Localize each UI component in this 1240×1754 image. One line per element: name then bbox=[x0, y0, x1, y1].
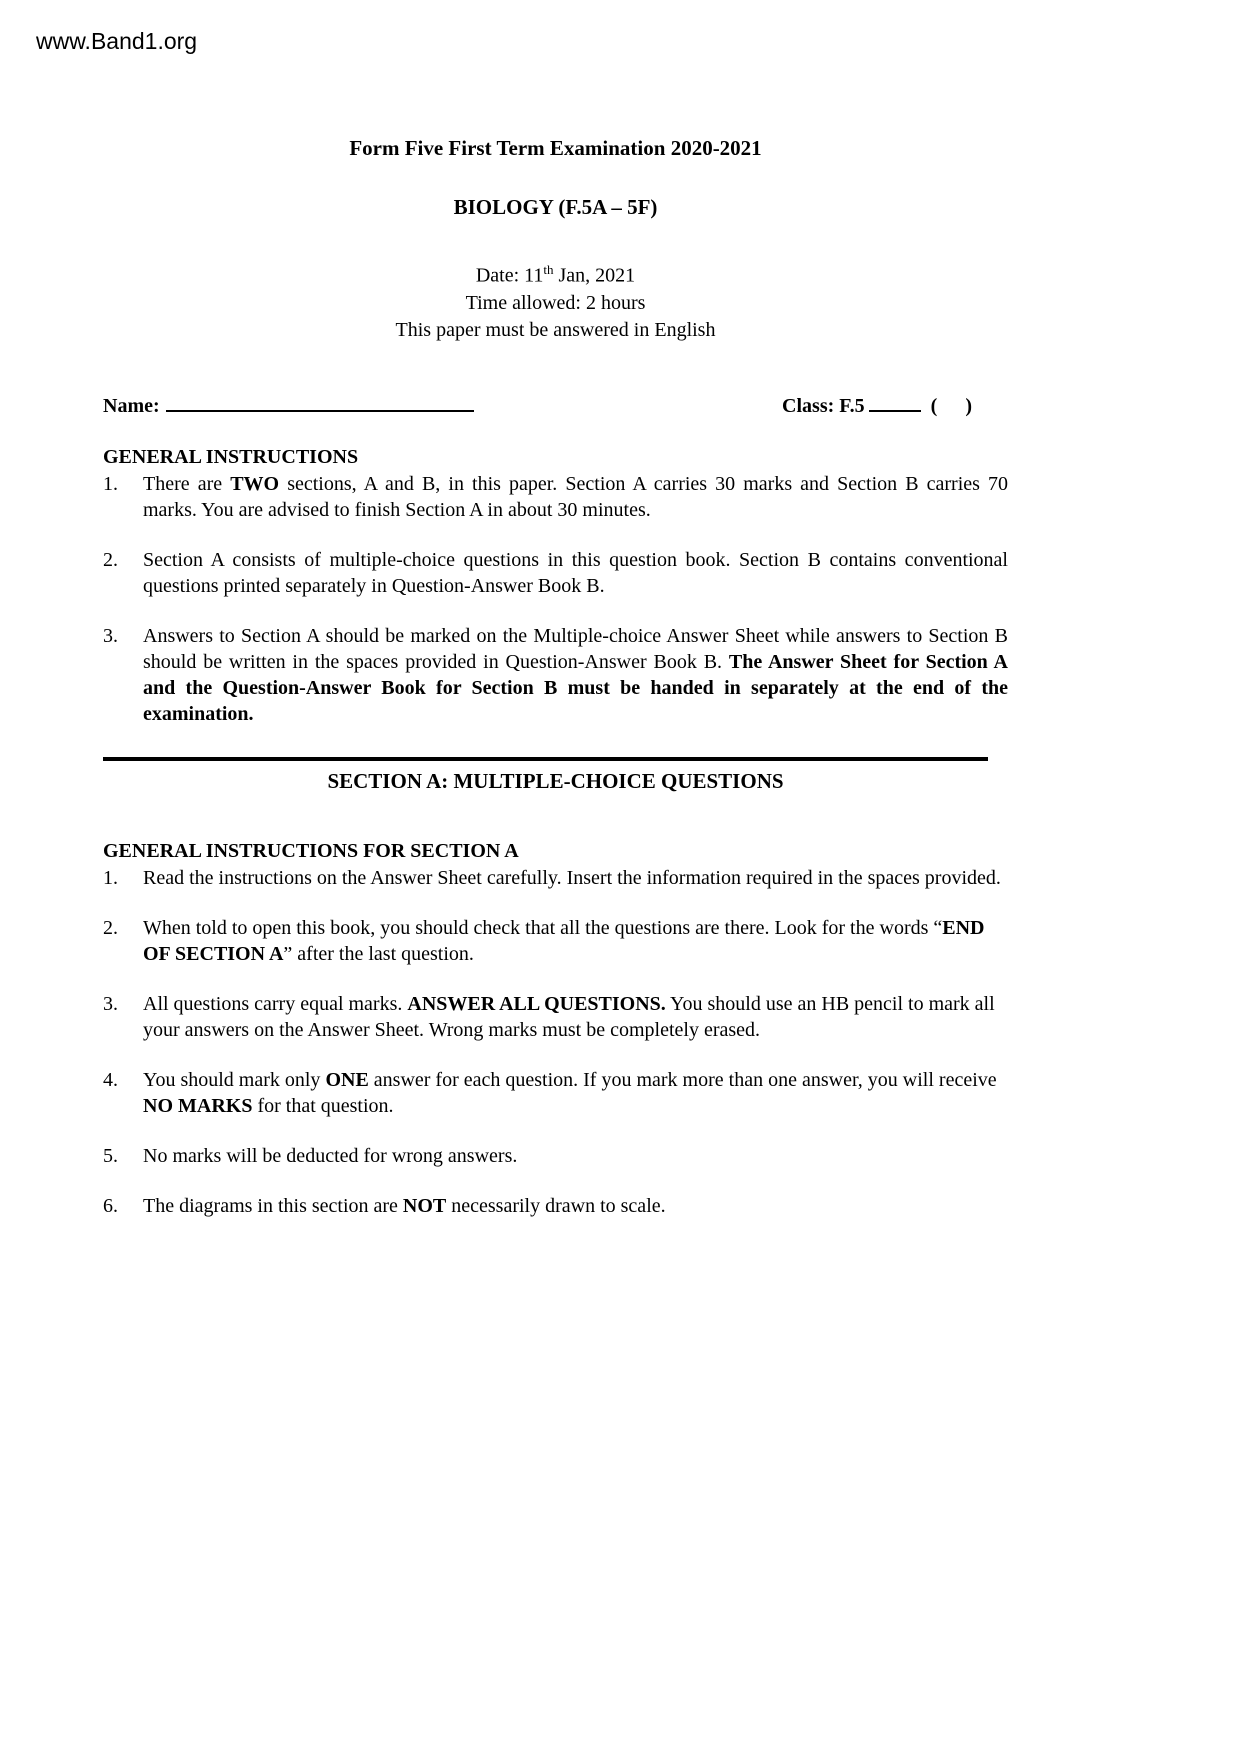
subject-title: BIOLOGY (F.5A – 5F) bbox=[453, 195, 658, 219]
page-content bbox=[103, 136, 1008, 1219]
item-number: 4. bbox=[103, 1068, 118, 1091]
section-a-instruction-item-4 bbox=[103, 1067, 1008, 1119]
item-number: 2. bbox=[103, 548, 118, 571]
site-watermark: www.Band1.org bbox=[36, 28, 198, 54]
item-text: Answers to Section A should be marked on the Multiple-choice Answer Sheet while answers to Section B should be written in the spaces provided in Question-Answer Book B. The Answer Sheet for Section A and the Question-Answer Book for Section B must be handed in separately at the end of the examination. bbox=[143, 624, 1008, 725]
section-a-instruction-item-6 bbox=[103, 1193, 1008, 1219]
section-a-heading: SECTION A: MULTIPLE-CHOICE QUESTIONS bbox=[327, 768, 784, 793]
name-field bbox=[103, 392, 474, 418]
name-input-line[interactable] bbox=[166, 392, 474, 412]
section-a-instructions-list bbox=[103, 865, 1008, 1219]
item-text: When told to open this book, you should check that all the questions are there. Look for the words “END OF SECTION A” after the last question. bbox=[143, 916, 985, 965]
section-divider bbox=[103, 757, 988, 761]
language-note: This paper must be answered in English bbox=[395, 318, 716, 341]
item-number: 6. bbox=[103, 1194, 118, 1217]
item-number: 1. bbox=[103, 866, 118, 889]
item-text: There are TWO sections, A and B, in this paper. Section A carries 30 marks and Section B carries 70 marks. You are advised to finish Section A in about 30 minutes. bbox=[143, 472, 1008, 521]
class-paren-close: ) bbox=[965, 394, 972, 417]
exam-title: Form Five First Term Examination 2020-2021 bbox=[349, 136, 762, 160]
section-a-instruction-item-5 bbox=[103, 1143, 1008, 1169]
name-class-row bbox=[103, 392, 1008, 418]
general-instructions-heading: GENERAL INSTRUCTIONS bbox=[103, 445, 359, 468]
item-text: All questions carry equal marks. ANSWER ALL QUESTIONS. You should use an HB pencil to mark all your answers on the Answer Sheet. Wrong marks must be completely erased. bbox=[143, 992, 995, 1041]
general-instruction-item-2 bbox=[103, 547, 1008, 599]
item-text: No marks will be deducted for wrong answers. bbox=[143, 1144, 518, 1167]
general-instruction-item-3 bbox=[103, 623, 1008, 727]
class-paren-open: ( bbox=[930, 394, 938, 417]
section-a-instruction-item-2 bbox=[103, 915, 1008, 967]
class-field bbox=[782, 392, 972, 418]
item-number: 1. bbox=[103, 472, 118, 495]
section-a-instruction-item-3 bbox=[103, 991, 1008, 1043]
item-text: Read the instructions on the Answer Sheet carefully. Insert the information required in the spaces provided. bbox=[143, 866, 1001, 889]
item-text: Section A consists of multiple-choice questions in this question book. Section B contains conventional questions printed separately in Question-Answer Book B. bbox=[143, 548, 1008, 597]
item-number: 5. bbox=[103, 1144, 118, 1167]
name-label: Name: bbox=[103, 394, 160, 417]
time-allowed: Time allowed: 2 hours bbox=[465, 291, 646, 314]
section-a-instruction-item-1 bbox=[103, 865, 1008, 891]
section-a-instructions-heading: GENERAL INSTRUCTIONS FOR SECTION A bbox=[103, 839, 519, 862]
item-text: You should mark only ONE answer for each question. If you mark more than one answer, you will receive NO MARKS for that question. bbox=[143, 1068, 997, 1117]
general-instructions-list bbox=[103, 471, 1008, 727]
general-instruction-item-1 bbox=[103, 471, 1008, 523]
item-number: 2. bbox=[103, 916, 118, 939]
exam-date: Date: 11th Jan, 2021 bbox=[475, 262, 636, 287]
exam-meta-block bbox=[103, 256, 1008, 344]
class-label: Class: F.5 bbox=[782, 394, 865, 417]
item-text: The diagrams in this section are NOT necessarily drawn to scale. bbox=[143, 1194, 666, 1217]
item-number: 3. bbox=[103, 624, 118, 647]
class-input-line[interactable] bbox=[869, 392, 921, 412]
item-number: 3. bbox=[103, 992, 118, 1015]
